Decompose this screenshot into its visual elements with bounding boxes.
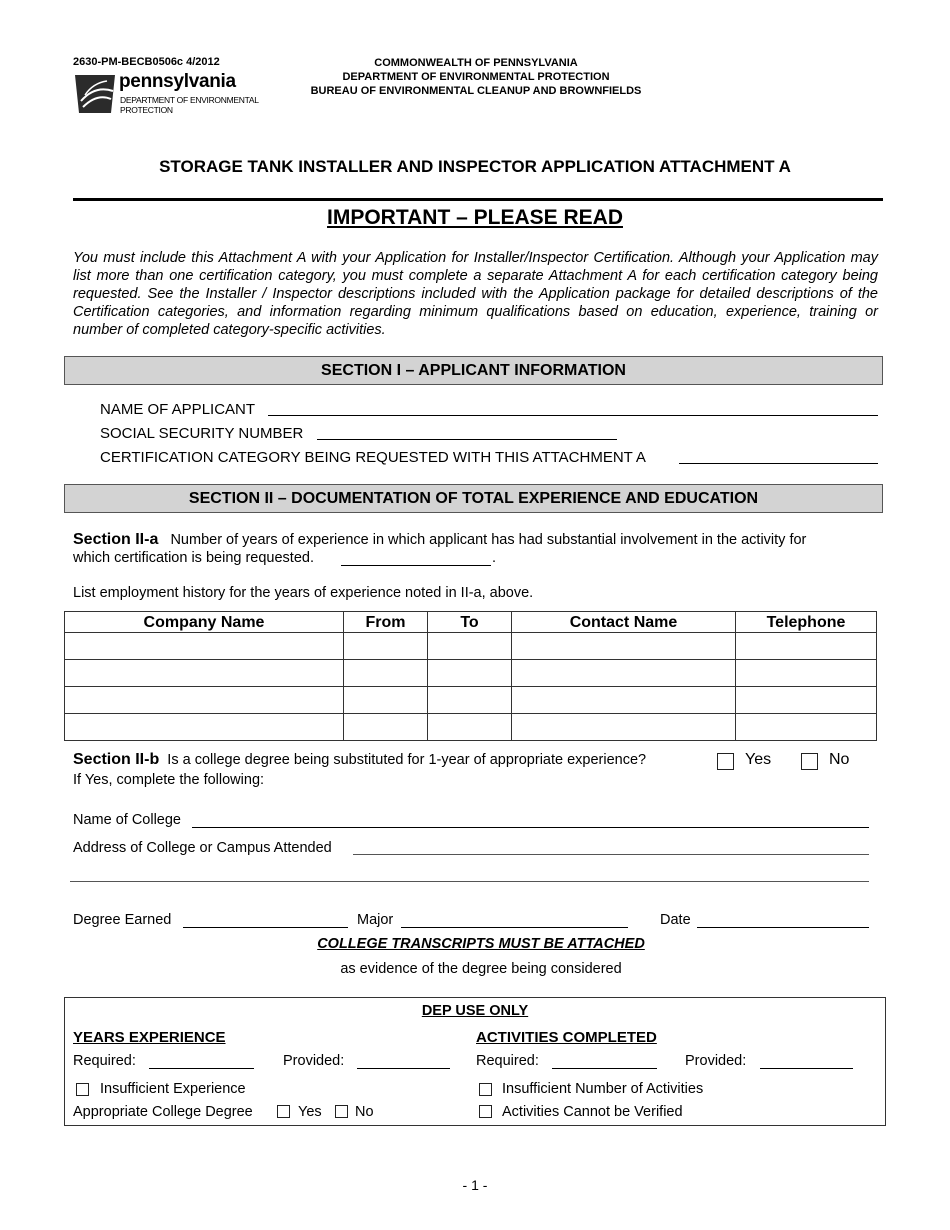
telephone-cell[interactable]	[736, 660, 877, 687]
degree-substitute-yes-checkbox[interactable]	[717, 753, 734, 770]
from-cell[interactable]	[344, 714, 428, 741]
college-address-field[interactable]	[353, 854, 869, 855]
degree-earned-field[interactable]	[183, 927, 348, 928]
cannot-verify-checkbox[interactable]	[479, 1105, 492, 1118]
contact-cell[interactable]	[512, 687, 736, 714]
header-telephone: Telephone	[736, 612, 877, 633]
insufficient-activities-checkbox[interactable]	[479, 1083, 492, 1096]
ssn-field[interactable]	[317, 439, 617, 440]
appropriate-degree-no-checkbox[interactable]	[335, 1105, 348, 1118]
ssn-label: SOCIAL SECURITY NUMBER	[100, 425, 304, 442]
table-header-row	[65, 612, 877, 633]
applicant-name-label: NAME OF APPLICANT	[100, 401, 256, 418]
years-experience-heading: YEARS EXPERIENCE	[73, 1029, 226, 1046]
section-2a-text	[73, 530, 878, 550]
table-row	[65, 633, 877, 660]
insufficient-experience-label: Insufficient Experience	[100, 1081, 246, 1097]
telephone-cell[interactable]	[736, 633, 877, 660]
from-cell[interactable]	[344, 687, 428, 714]
company-cell[interactable]	[65, 633, 344, 660]
agency-line-1: COMMONWEALTH OF PENNSYLVANIA	[374, 57, 578, 69]
contact-cell[interactable]	[512, 633, 736, 660]
agency-line-3: BUREAU OF ENVIRONMENTAL CLEANUP AND BROWNFIELDS	[310, 85, 642, 97]
certification-category-label: CERTIFICATION CATEGORY BEING REQUESTED WITH THIS ATTACHMENT A	[100, 449, 646, 466]
activities-provided-label: Provided:	[685, 1053, 747, 1069]
appropriate-degree-yes-label: Yes	[298, 1104, 322, 1120]
applicant-name-field[interactable]	[268, 415, 878, 416]
years-required-field[interactable]	[149, 1068, 254, 1069]
company-cell[interactable]	[65, 687, 344, 714]
degree-substitute-no-checkbox[interactable]	[801, 753, 818, 770]
degree-substitute-no-label: No	[829, 751, 850, 768]
date-field[interactable]	[697, 927, 869, 928]
dep-use-only-heading: DEP USE ONLY	[421, 1003, 529, 1019]
section-1-heading: SECTION I – APPLICANT INFORMATION	[64, 356, 883, 385]
if-yes-instructions: If Yes, complete the following:	[73, 772, 265, 788]
insufficient-activities-label: Insufficient Number of Activities	[502, 1081, 704, 1097]
appropriate-degree-no-label: No	[355, 1104, 374, 1120]
from-cell[interactable]	[344, 633, 428, 660]
insufficient-experience-checkbox[interactable]	[76, 1083, 89, 1096]
to-cell[interactable]	[428, 633, 512, 660]
to-cell[interactable]	[428, 660, 512, 687]
telephone-cell[interactable]	[736, 714, 877, 741]
agency-header	[276, 56, 676, 98]
important-heading: IMPORTANT – PLEASE READ	[327, 206, 623, 229]
date-label: Date	[660, 912, 691, 928]
section-2a-text-2: which certification is being requested.	[73, 550, 314, 566]
from-cell[interactable]	[344, 660, 428, 687]
section-2a-text-1: Number of years of experience in which applicant has had substantial involvement in the activity for	[170, 532, 807, 548]
form-code: 2630-PM-BECB0506c 4/2012	[73, 56, 220, 68]
years-period: .	[492, 550, 497, 566]
title-rule	[73, 198, 883, 201]
appropriate-degree-label: Appropriate College Degree	[73, 1104, 253, 1120]
activities-completed-heading: ACTIVITIES COMPLETED	[476, 1029, 657, 1046]
telephone-cell[interactable]	[736, 687, 877, 714]
logo-wordmark: pennsylvania	[119, 71, 236, 92]
years-experience-field[interactable]	[341, 565, 491, 566]
page-number: - 1 -	[462, 1177, 488, 1193]
employment-history-instructions: List employment history for the years of experience noted in II-a, above.	[73, 585, 534, 601]
to-cell[interactable]	[428, 714, 512, 741]
intro-paragraph: You must include this Attachment A with your Application for Installer/Inspector Certification. Although your Application may list more than one certification category, you must complete a separate Attachment A for each certification category being requested. See the Installer / Inspector descriptions included with the Application package for detailed descriptions of the Certification categories, and information regarding minimum qualifications based on education, experience, training or number of completed category-specific activities.	[73, 250, 878, 338]
cannot-verify-label: Activities Cannot be Verified	[502, 1104, 683, 1120]
section-2b-question-row	[73, 751, 646, 769]
college-name-field[interactable]	[192, 827, 869, 828]
major-label: Major	[357, 912, 394, 928]
logo-subtitle-2: PROTECTION	[120, 105, 173, 115]
header-from: From	[344, 612, 428, 633]
transcripts-notice: COLLEGE TRANSCRIPTS MUST BE ATTACHED	[317, 936, 645, 952]
college-address-field-line-2[interactable]	[70, 881, 869, 882]
years-required-label: Required:	[73, 1053, 136, 1069]
years-provided-field[interactable]	[357, 1068, 450, 1069]
section-2b-question: Is a college degree being substituted for 1-year of appropriate experience?	[167, 752, 647, 768]
logo-subtitle-1: DEPARTMENT OF ENVIRONMENTAL	[120, 95, 259, 105]
college-address-label: Address of College or Campus Attended	[73, 840, 332, 856]
header-to: To	[428, 612, 512, 633]
table-row	[65, 714, 877, 741]
company-cell[interactable]	[65, 660, 344, 687]
section-2b-label: Section II-b	[73, 751, 160, 768]
activities-required-field[interactable]	[552, 1068, 657, 1069]
degree-earned-label: Degree Earned	[73, 912, 172, 928]
company-cell[interactable]	[65, 714, 344, 741]
document-title: STORAGE TANK INSTALLER AND INSPECTOR APPLICATION ATTACHMENT A	[159, 157, 791, 176]
section-2-heading: SECTION II – DOCUMENTATION OF TOTAL EXPERIENCE AND EDUCATION	[64, 484, 883, 513]
employment-history-table	[64, 611, 877, 741]
college-name-label: Name of College	[73, 812, 181, 828]
activities-required-label: Required:	[476, 1053, 539, 1069]
keystone-logo-icon	[73, 71, 117, 115]
years-provided-label: Provided:	[283, 1053, 345, 1069]
transcripts-subtext: as evidence of the degree being considered	[340, 961, 622, 977]
major-field[interactable]	[401, 927, 628, 928]
appropriate-degree-yes-checkbox[interactable]	[277, 1105, 290, 1118]
activities-provided-field[interactable]	[760, 1068, 853, 1069]
contact-cell[interactable]	[512, 714, 736, 741]
header-contact-name: Contact Name	[512, 612, 736, 633]
table-row	[65, 660, 877, 687]
agency-line-2: DEPARTMENT OF ENVIRONMENTAL PROTECTION	[342, 71, 610, 83]
certification-category-field[interactable]	[679, 463, 878, 464]
header-company-name: Company Name	[65, 612, 344, 633]
table-row	[65, 687, 877, 714]
degree-substitute-yes-label: Yes	[745, 751, 772, 768]
pa-dep-logo	[73, 71, 273, 117]
section-2a-label: Section II-a	[73, 531, 159, 548]
contact-cell[interactable]	[512, 660, 736, 687]
to-cell[interactable]	[428, 687, 512, 714]
